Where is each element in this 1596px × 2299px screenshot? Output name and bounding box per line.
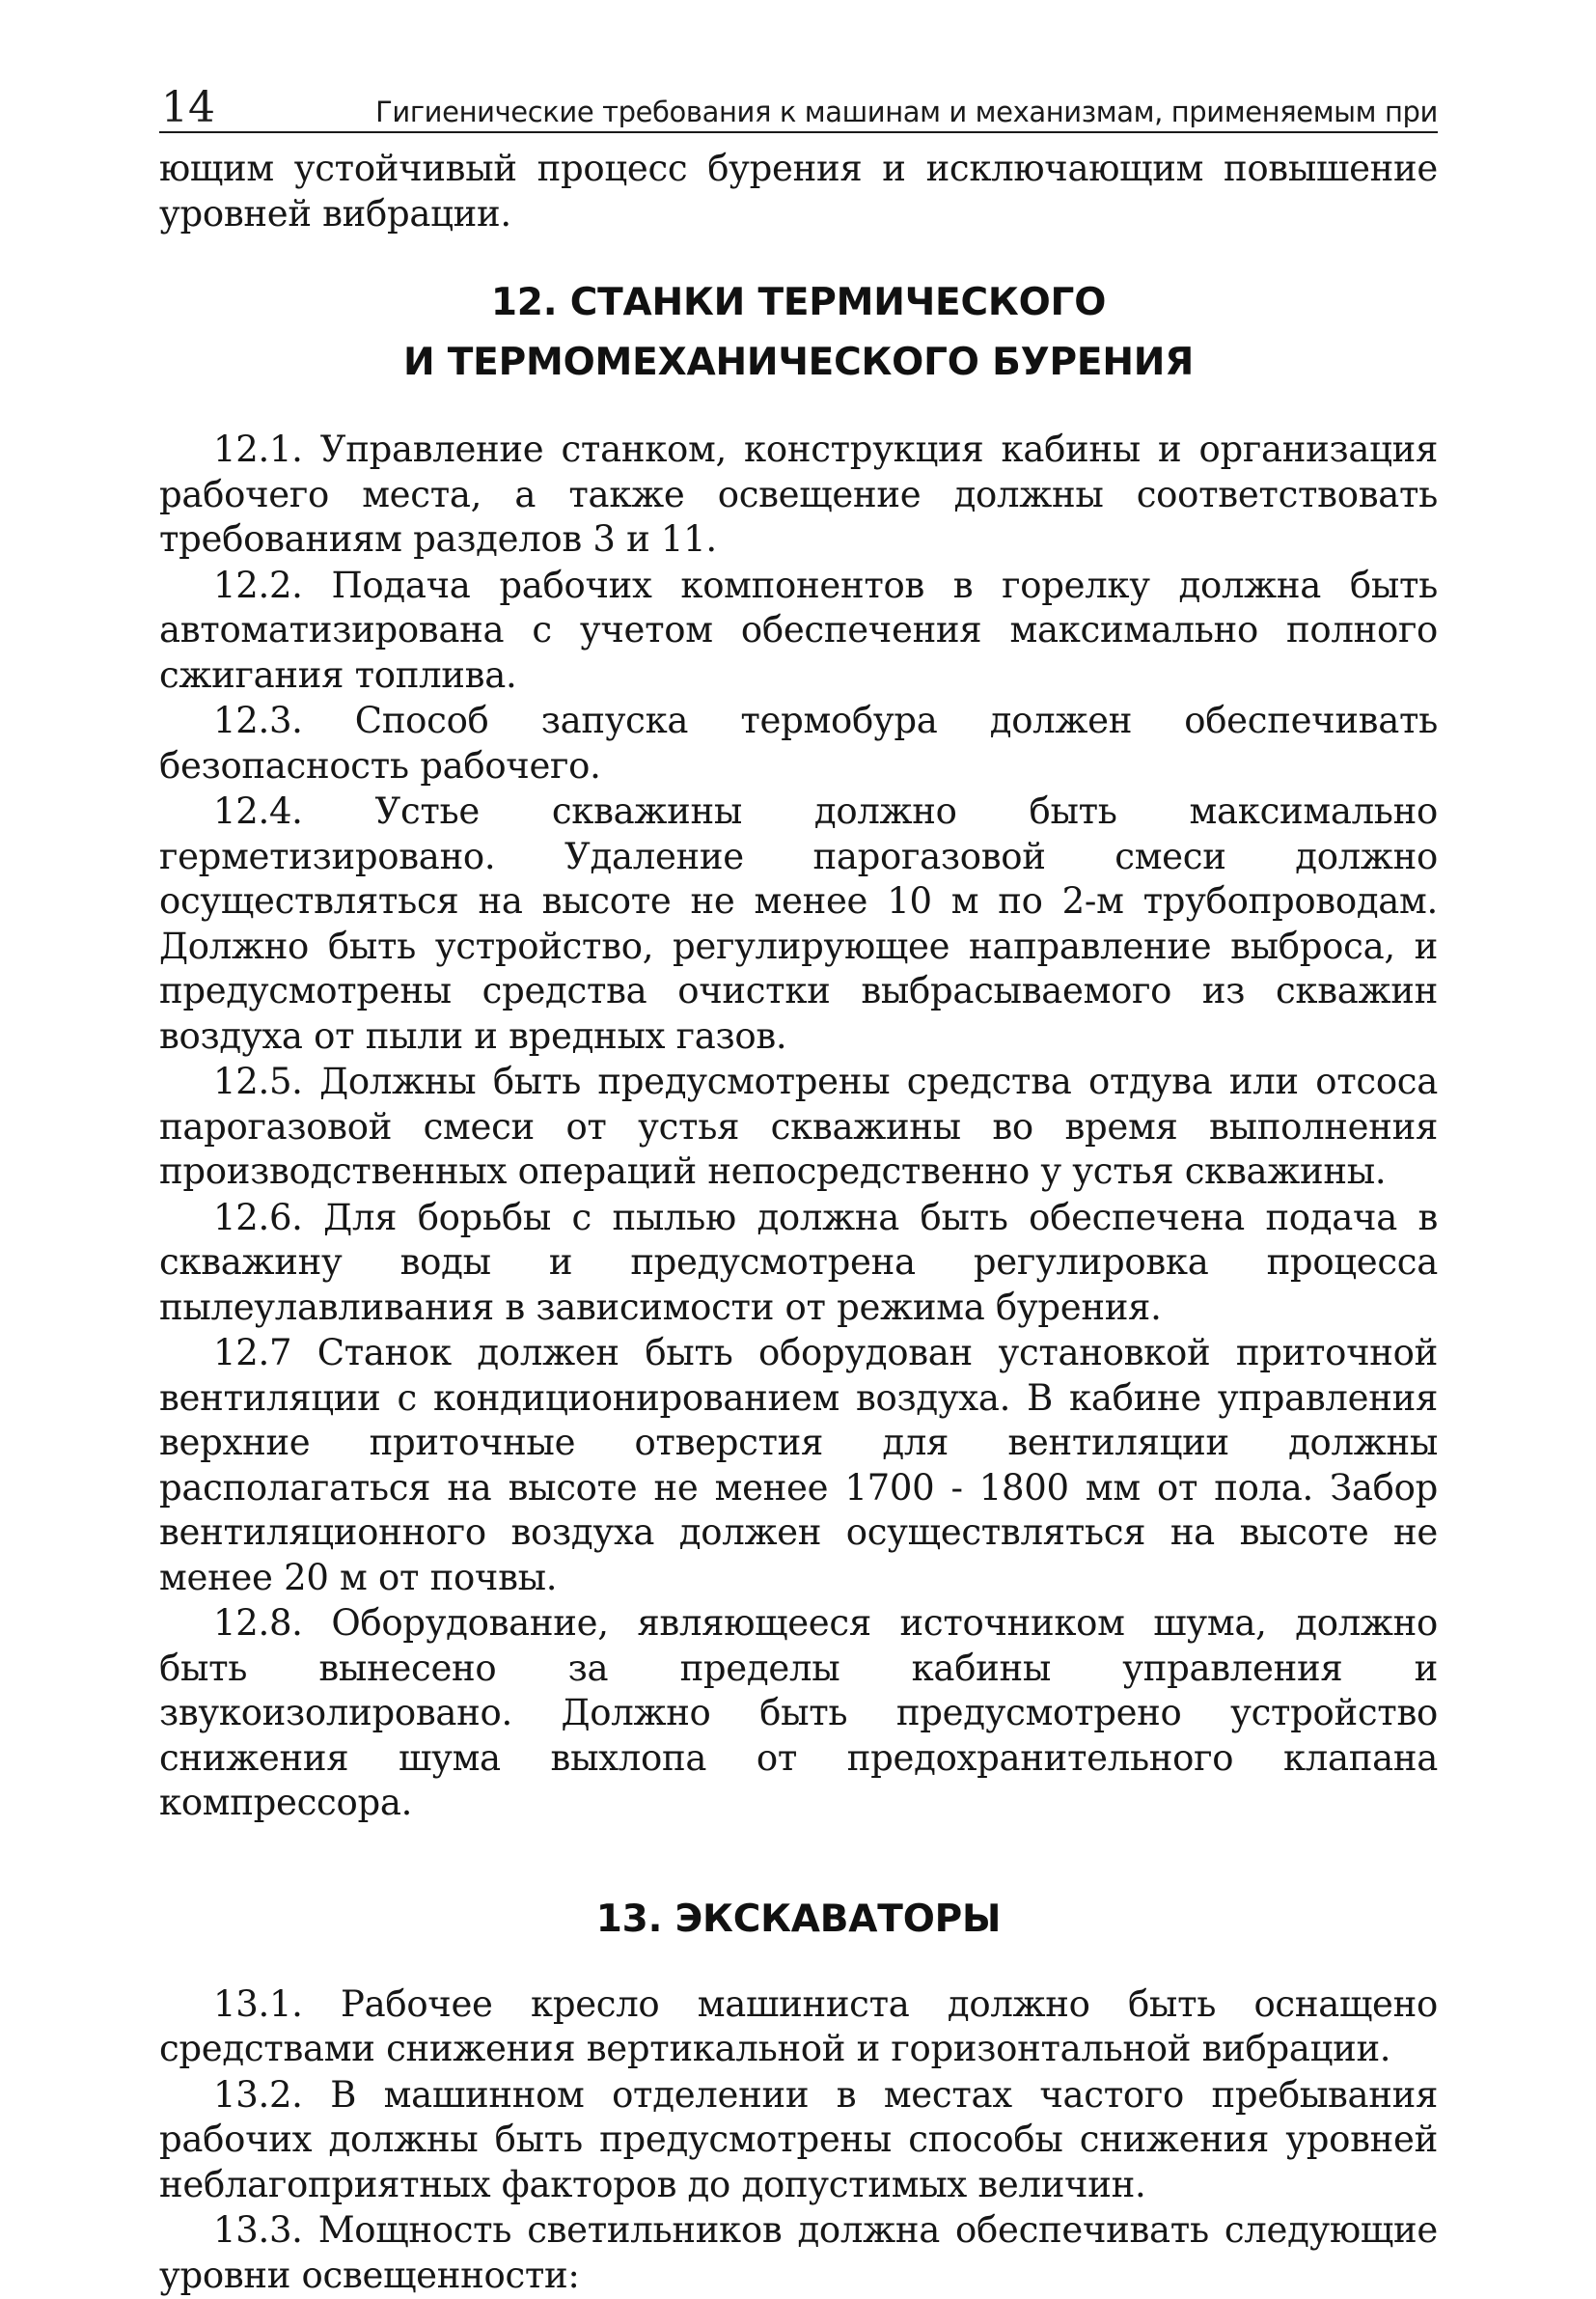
paragraph-12-3: 12.3. Способ запуска термобура должен обеспечивать безопасность рабочего. [159, 700, 1438, 787]
section-12-title-line-2: И ТЕРМОМЕХАНИЧЕСКОГО БУРЕНИЯ [402, 341, 1195, 384]
paragraph-12-6: 12.6. Для борьбы с пылью должна быть обеспечена подача в скважину воды и предусмотрена регулировка процесса пылеулавливания в зависимости от режима бурения. [159, 1196, 1438, 1328]
continuation-paragraph: ющим устойчивый процесс бурения и исключающим повышение уровней вибрации. [159, 148, 1438, 235]
paragraph-12-8: 12.8. Оборудование, являющееся источником шума, должно быть вынесено за пределы кабины управления и звукоизолировано. Должно быть предусмотрено устройство снижения шума выхлопа от предохранительного клапана компрессора. [159, 1602, 1438, 1823]
paragraph-12-2: 12.2. Подача рабочих компонентов в горелку должна быть автоматизирована с учетом обеспечения максимально полного сжигания топлива. [159, 564, 1438, 696]
page-number: 14 [161, 83, 215, 132]
paragraph-12-4: 12.4. Устье скважины должно быть максимально герметизировано. Удаление парогазовой смеси должно осуществляться на высоте не менее 10 м по 2-м трубопроводам. Должно быть устройство, регулирующее направление выброса, и предусмотрены средства очистки выбрасываемого из скважин воздуха от пыли и вредных газов. [159, 790, 1438, 1057]
book-page [159, 68, 1438, 2299]
paragraph-13-3: 13.3. Мощность светильников должна обеспечивать следующие уровни освещенности: [159, 2209, 1438, 2296]
paragraph-13-2: 13.2. В машинном отделении в местах частого пребывания рабочих должны быть предусмотрены способы снижения уровней неблагоприятных факторов до допустимых величин. [159, 2073, 1438, 2205]
running-header [159, 68, 1438, 133]
section-13-heading [159, 1890, 1438, 1950]
paragraph-12-7: 12.7 Станок должен быть оборудован установкой приточной вентиляции с кондиционированием воздуха. В кабине управления верхние приточные отверстия для вентиляции должны располагаться на высоте не менее 1700 - 1800 мм от пола. Забор вентиляционного воздуха должен осуществляться на высоте не менее 20 м от почвы. [159, 1332, 1438, 1598]
page-body [159, 147, 1438, 2298]
section-13-title: 13. ЭКСКАВАТОРЫ [595, 1897, 1002, 1941]
running-title: Гигиенические требования к машинам и механизмам, применяемым при [375, 96, 1438, 128]
section-12-title-line-1: 12. СТАНКИ ТЕРМИЧЕСКОГО [490, 281, 1107, 324]
paragraph-12-5: 12.5. Должны быть предусмотрены средства отдува или отсоса парогазовой смеси от устья скважины во время выполнения производственных операций непосредственно у устья скважины. [159, 1061, 1438, 1192]
paragraph-13-1: 13.1. Рабочее кресло машиниста должно быть оснащено средствами снижения вертикальной и горизонтальной вибрации. [159, 1982, 1438, 2069]
section-12-heading [159, 273, 1438, 393]
paragraph-12-1: 12.1. Управление станком, конструкция кабины и организация рабочего места, а также освещение должны соответствовать требованиям разделов 3 и 11. [159, 429, 1438, 560]
